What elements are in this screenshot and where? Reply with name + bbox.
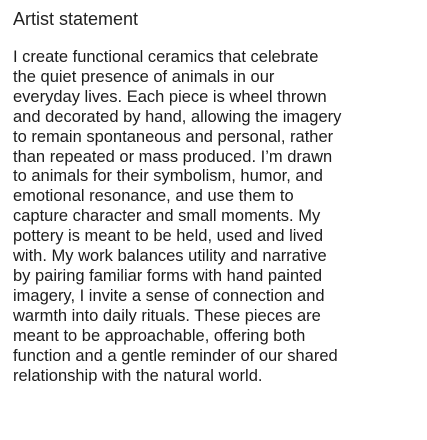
statement-line: imagery, I invite a sense of connection and bbox=[13, 286, 325, 305]
page-title: Artist statement bbox=[13, 9, 139, 29]
statement-line: than repeated or mass produced. I’m drawn bbox=[13, 147, 333, 166]
artist-statement-paragraph bbox=[13, 48, 425, 386]
statement-line: and decorated by hand, allowing the imagery bbox=[13, 107, 342, 126]
statement-line: with. My work balances utility and narrative bbox=[13, 247, 327, 266]
statement-line: meant to be approachable, offering both bbox=[13, 326, 306, 345]
statement-line: the quiet presence of animals in our bbox=[13, 67, 275, 86]
statement-line: everyday lives. Each piece is wheel thrown bbox=[13, 87, 327, 106]
statement-line: relationship with the natural world. bbox=[13, 366, 263, 385]
statement-line: emotional resonance, and use them to bbox=[13, 187, 294, 206]
statement-line: to animals for their symbolism, humor, and bbox=[13, 167, 323, 186]
statement-line: I create functional ceramics that celebrate bbox=[13, 48, 319, 66]
statement-line: to remain spontaneous and personal, rather bbox=[13, 127, 334, 146]
statement-line: capture character and small moments. My bbox=[13, 207, 321, 226]
statement-line: pottery is meant to be held, used and lived bbox=[13, 227, 324, 246]
statement-line: warmth into daily rituals. These pieces are bbox=[13, 306, 321, 325]
statement-line: by pairing familiar forms with hand painted bbox=[13, 266, 323, 285]
statement-line: function and a gentle reminder of our shared bbox=[13, 346, 338, 365]
